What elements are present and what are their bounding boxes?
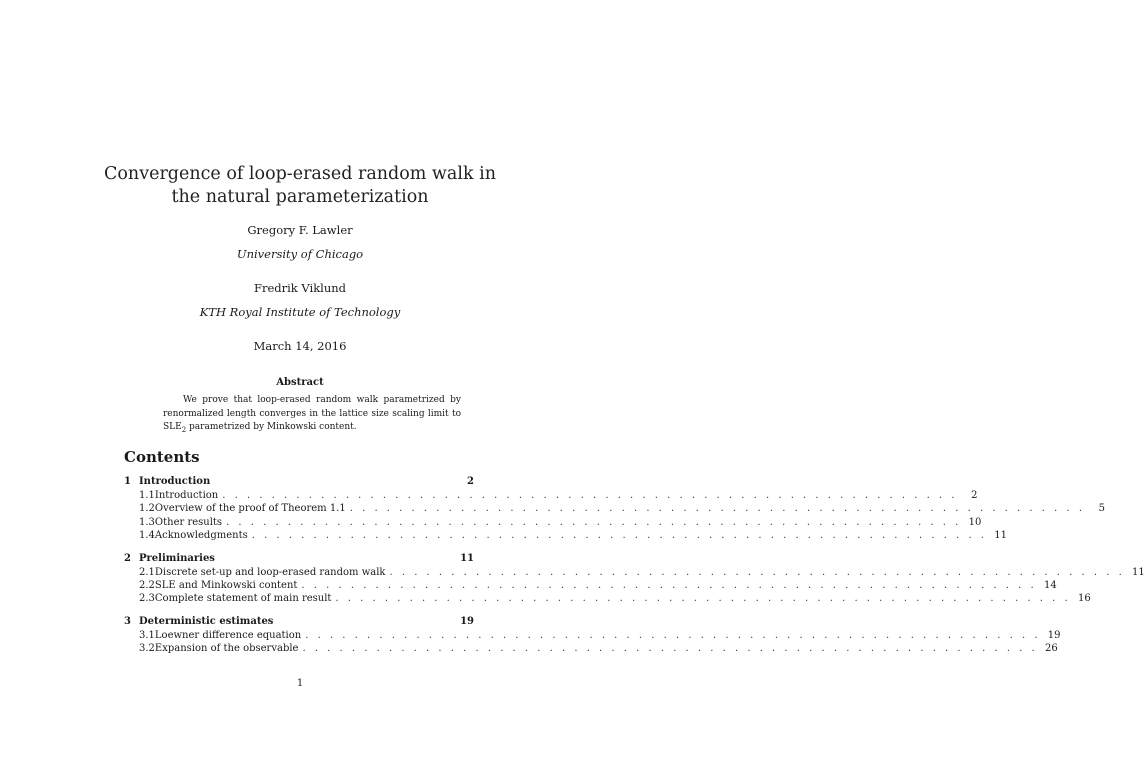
toc-item-number: 2.1 <box>139 566 155 578</box>
toc-section-page: 11 <box>460 552 474 564</box>
toc-item-title: Complete statement of main result <box>154 593 332 605</box>
toc-item-2.2[interactable] <box>124 579 1057 593</box>
toc-item-page: 11 <box>994 530 1007 542</box>
toc-item-title: Introduction <box>154 490 219 501</box>
abstract-text-end: parametrized by Minkowski content. <box>186 422 357 432</box>
toc-section-3[interactable] <box>124 616 474 630</box>
toc-item-page: 10 <box>968 516 982 528</box>
toc-section-title: Deterministic estimates <box>139 615 274 627</box>
toc-section-number: 3 <box>124 615 131 627</box>
toc-item-number: 1.1 <box>139 490 155 501</box>
toc-item-title: Other results <box>154 516 223 528</box>
toc-item-3.1[interactable] <box>124 629 1061 643</box>
page-number: 1 <box>296 678 304 689</box>
toc-item-number: 1.2 <box>139 503 155 515</box>
toc-item-page: 11 <box>1132 566 1145 578</box>
toc-item-number: 3.2 <box>139 643 155 655</box>
abstract-text <box>163 394 461 437</box>
toc-dot-leader: . . . . . . . . . . . . . . . . . . . . . . . . . . . . . . . . . . . . . . . . . . . . . . . . . . . . . . . . . . . . <box>251 530 987 542</box>
toc-item-number: 1.3 <box>139 516 155 528</box>
author-affiliation-2: KTH Royal Institute of Technology <box>199 305 401 319</box>
toc-item-title: Overview of the proof of Theorem 1.1 <box>154 503 346 515</box>
contents-heading: Contents <box>124 448 200 466</box>
toc-item-1.3[interactable] <box>124 516 982 530</box>
toc-section-1[interactable] <box>124 476 474 490</box>
toc-item-page: 26 <box>1045 643 1058 655</box>
toc-section-number: 1 <box>124 476 131 487</box>
toc-dot-leader: . . . . . . . . . . . . . . . . . . . . . . . . . . . . . . . . . . . . . . . . . . . . . . . . . . . . . . . . . . . . <box>301 579 1037 591</box>
abstract-heading: Abstract <box>276 377 324 388</box>
toc-dot-leader: . . . . . . . . . . . . . . . . . . . . . . . . . . . . . . . . . . . . . . . . . . . . . . . . . . . . . . . . . . . . <box>226 516 962 528</box>
toc-item-title: Discrete set-up and loop-erased random walk <box>154 566 386 578</box>
toc-section-title: Preliminaries <box>139 552 215 564</box>
table-of-contents <box>124 476 1145 657</box>
abstract-text-main: We prove that loop-erased random walk parametrized by renormalized length converges in the lattice size scaling limit to SLE <box>163 395 461 432</box>
toc-item-title: Acknowledgments <box>154 530 248 542</box>
toc-item-2.3[interactable] <box>124 593 1091 606</box>
abstract-subscript: 2 <box>181 425 187 434</box>
toc-item-title: Loewner difference equation <box>154 629 302 641</box>
author-name-1: Gregory F. Lawler <box>247 223 353 237</box>
toc-item-page: 16 <box>1077 593 1091 605</box>
toc-dot-leader: . . . . . . . . . . . . . . . . . . . . . . . . . . . . . . . . . . . . . . . . . . . . . . . . . . . . . . . . . . . . <box>389 566 1125 578</box>
paper-date: March 14, 2016 <box>253 339 347 353</box>
paper-title: Convergence of loop-erased random walk in the natural parameterization <box>104 164 496 207</box>
toc-item-title: SLE and Minkowski content <box>154 579 298 591</box>
toc-item-1.2[interactable] <box>124 503 1106 516</box>
toc-item-page: 2 <box>971 490 978 501</box>
toc-item-title: Expansion of the observable <box>154 643 299 655</box>
toc-section-2[interactable] <box>124 553 474 567</box>
toc-section-page: 19 <box>460 615 474 627</box>
toc-dot-leader: . . . . . . . . . . . . . . . . . . . . . . . . . . . . . . . . . . . . . . . . . . . . . . . . . . . . . . . . . . . . <box>349 503 1086 515</box>
toc-item-2.1[interactable] <box>124 566 1145 580</box>
toc-item-1.4[interactable] <box>124 530 1007 543</box>
toc-item-number: 1.4 <box>139 530 155 542</box>
toc-item-number: 2.3 <box>139 593 155 605</box>
toc-item-page: 19 <box>1047 629 1061 641</box>
toc-section-number: 2 <box>124 552 131 564</box>
toc-dot-leader: . . . . . . . . . . . . . . . . . . . . . . . . . . . . . . . . . . . . . . . . . . . . . . . . . . . . . . . . . . . . <box>335 593 1071 605</box>
toc-section-page: 2 <box>467 476 474 487</box>
toc-item-number: 2.2 <box>139 579 155 591</box>
toc-item-page: 5 <box>1098 503 1106 515</box>
toc-section-title: Introduction <box>139 476 211 487</box>
toc-item-number: 3.1 <box>139 629 155 641</box>
toc-dot-leader: . . . . . . . . . . . . . . . . . . . . . . . . . . . . . . . . . . . . . . . . . . . . . . . . . . . . . . . . . . . . <box>222 490 958 501</box>
toc-dot-leader: . . . . . . . . . . . . . . . . . . . . . . . . . . . . . . . . . . . . . . . . . . . . . . . . . . . . . . . . . . . . <box>302 643 1038 655</box>
author-affiliation-1: University of Chicago <box>236 247 364 261</box>
toc-item-1.1[interactable] <box>124 490 978 503</box>
author-name-2: Fredrik Viklund <box>253 281 347 295</box>
toc-item-3.2[interactable] <box>124 643 1058 656</box>
toc-dot-leader: . . . . . . . . . . . . . . . . . . . . . . . . . . . . . . . . . . . . . . . . . . . . . . . . . . . . . . . . . . . . <box>305 629 1041 641</box>
toc-item-page: 14 <box>1043 579 1057 591</box>
